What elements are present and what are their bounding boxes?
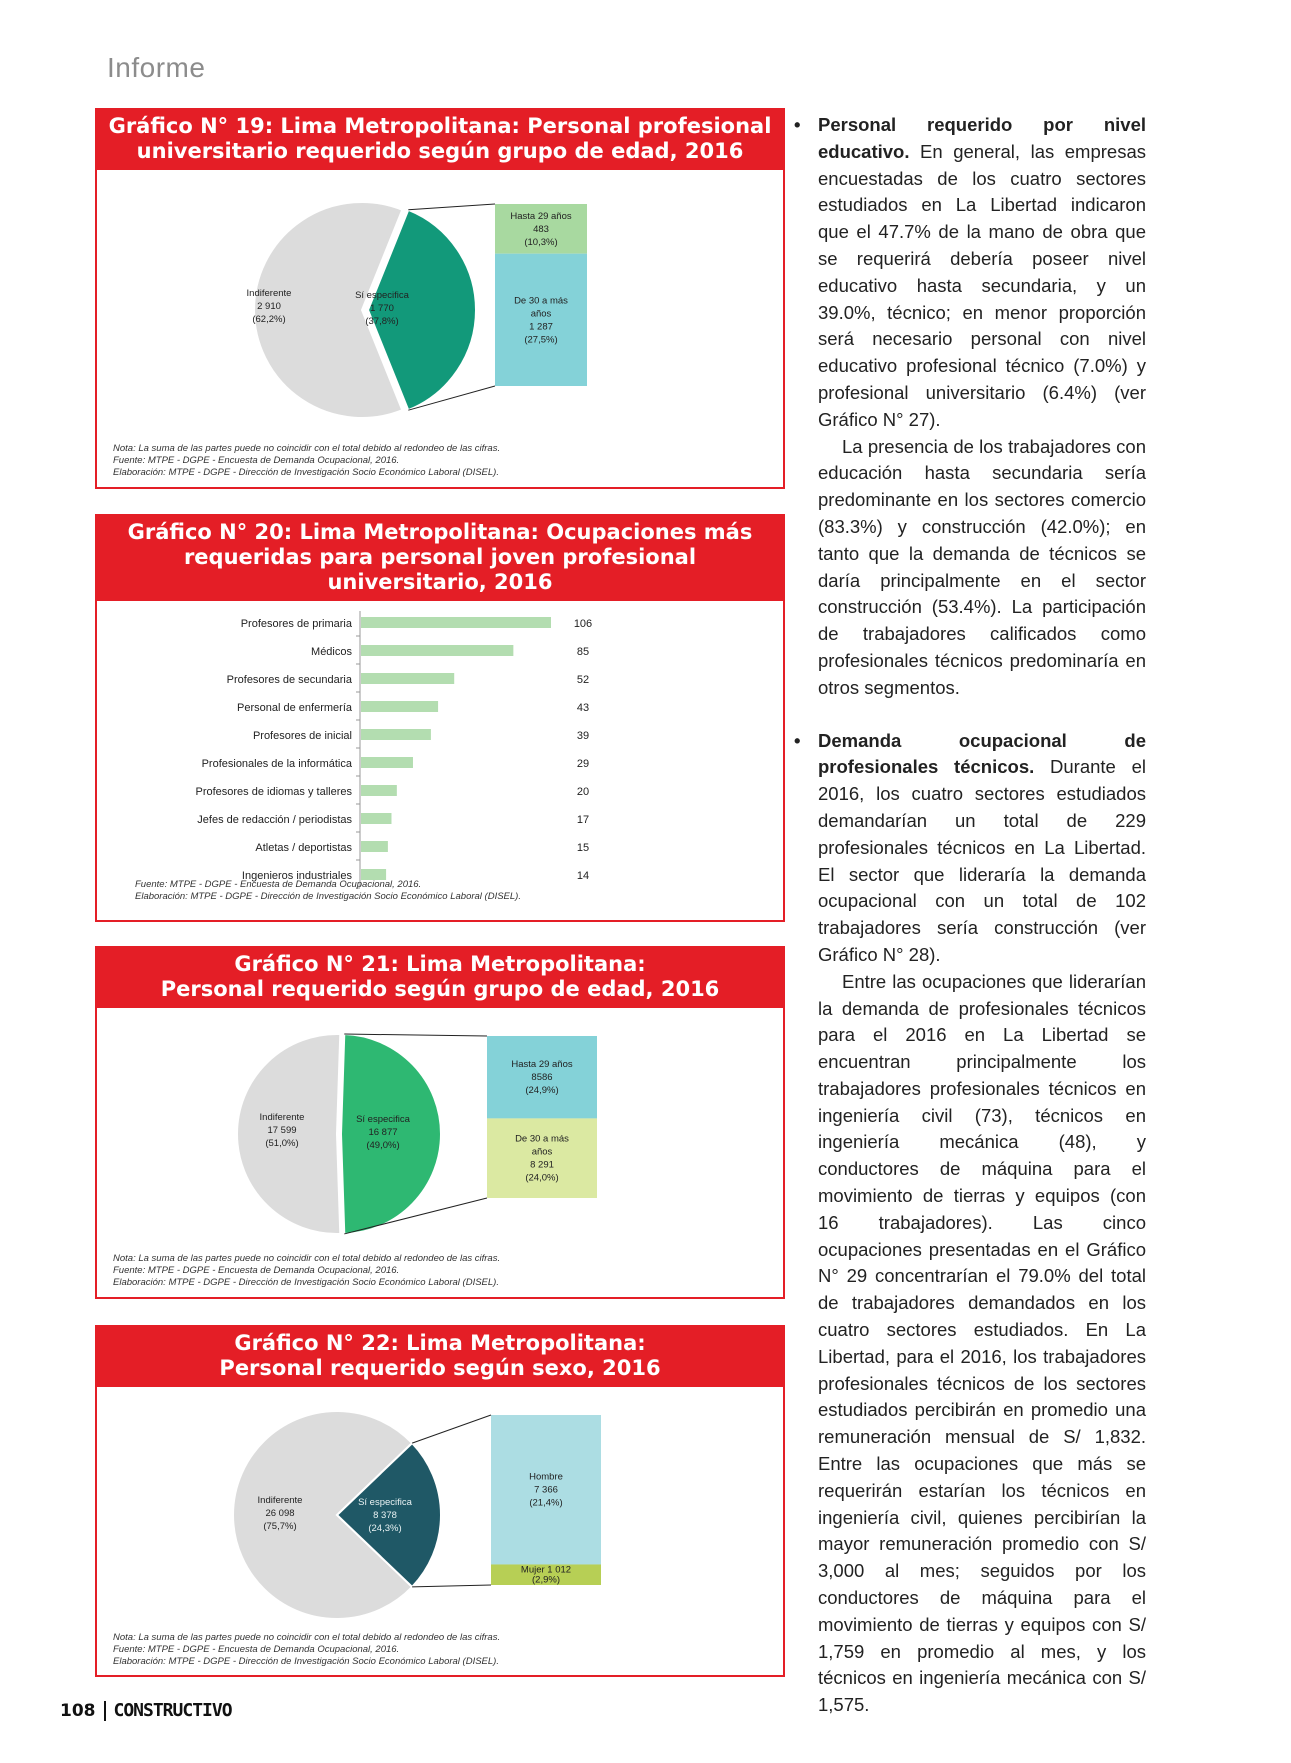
bar-category-label: Profesores de idiomas y talleres xyxy=(195,786,352,798)
bar-7 xyxy=(361,785,397,796)
breakdown-label-2: Mujer 1 012 (2,9%) xyxy=(520,1564,572,1586)
chart-title: Gráfico N° 20: Lima Metropolitana: Ocupaciones más requeridas para personal joven profesional universitario, 2016 xyxy=(97,516,783,601)
horizontal-bar-chart xyxy=(97,601,783,911)
pie-label-si-especifica: Sí especifica 1 770 (37,8%) xyxy=(355,290,409,327)
connector-line-top xyxy=(344,1034,487,1036)
bar-category-label: Atletas / deportistas xyxy=(255,842,352,854)
bar-value-label: 106 xyxy=(573,618,593,630)
connector-line-bottom xyxy=(412,1585,491,1587)
pie-breakdown-chart xyxy=(97,1387,783,1637)
chart-21 xyxy=(95,946,785,1299)
chart-title: Gráfico N° 21: Lima Metropolitana: Personal requerido según grupo de edad, 2016 xyxy=(97,948,783,1008)
breakdown-segment-2 xyxy=(495,254,587,386)
bar-category-label: Ingenieros industriales xyxy=(241,870,352,882)
bullet-icon: • xyxy=(794,114,801,135)
breakdown-label-2: De 30 a más años 1 287 (27,5%) xyxy=(514,295,568,346)
page-number: 108 xyxy=(60,1701,96,1721)
bar-category-label: Profesionales de la informática xyxy=(201,758,352,770)
breakdown-label-1: Hombre 7 366 (21,4%) xyxy=(529,1471,563,1509)
chart-20 xyxy=(95,514,785,922)
pie-label-indiferente: Indiferente 2 910 (62,2%) xyxy=(246,288,292,325)
bar-8 xyxy=(361,813,391,824)
bar-category-label: Profesores de primaria xyxy=(240,618,352,630)
brand-logo: CONSTRUCTIVO xyxy=(113,1700,232,1721)
article-body xyxy=(794,112,1146,1719)
chart-notes: Nota: La suma de las partes puede no coincidir con el total debido al redondeo de las cifras. Fuente: MTPE - DGPE - Encuesta de Demanda Ocupacional, 2016. Elaboración: MTPE - DGPE - Dirección de Investigación Socio Económico Laboral (DISEL). xyxy=(113,443,501,478)
breakdown-segment-2 xyxy=(487,1118,597,1198)
bar-1 xyxy=(361,617,551,628)
chart-notes: Fuente: MTPE - DGPE - Encuesta de Demanda Ocupacional, 2016. Elaboración: MTPE - DGPE - Dirección de Investigación Socio Económico Laboral (DISEL). xyxy=(135,879,521,902)
bar-value-label: 39 xyxy=(576,730,590,742)
pie-label-si-especifica: Sí especifica 16 877 (49,0%) xyxy=(356,1114,410,1151)
bar-category-label: Personal de enfermería xyxy=(237,702,352,714)
bar-5 xyxy=(361,729,431,740)
pie-breakdown-chart xyxy=(97,1008,783,1258)
paragraph-occupations: Entre las ocupaciones que liderarían la demanda de profesionales técnicos para el 2016 en La Libertad se encuentran principalmente los trabajadores profesionales técnicos en ingeniería civil (73), técnicos en ingeniería mecánica (48), y conductores de máquina para el movimiento de tierras y equipos (con 16 trabajadores). Las cinco ocupaciones presentadas en el Gráfico N° 29 concentrarían el 79.0% del total de trabajadores demandados en los cuatro sectores estudiados. En La Libertad, para el 2016, los trabajadores profesionales técnicos de los sectores estudiados percibirán en promedio una remuneración mensual de S/ 1,832. Entre las ocupaciones que más se requerirán estarían los técnicos en ingeniería civil, quienes percibirían la mayor remuneración promedio con S/ 3,000 al mes; seguidos por los conductores de máquina para el movimiento de tierras y equipos con S/ 1,759 en promedio al mes, y los técnicos en ingeniería mecánica con S/ 1,575. xyxy=(818,970,1146,1716)
bar-value-label: 43 xyxy=(576,702,590,714)
paragraph-education-level: • Personal requerido por nivel educativo. En general, las empresas encuestadas de los cuatro sectores estudiados en La Libertad indicaron que el 47.7% de la mano de obra que se requerirá debería poseer nivel educativo hasta secundaria, y un 39.0%, técnico; en menor proporción será necesario personal con nivel educativo profesional técnico (7.0%) y profesional universitario (6.4%) (ver Gráfico N° 27). xyxy=(794,114,1146,430)
bullet-icon: • xyxy=(794,729,801,751)
chart-22 xyxy=(95,1325,785,1677)
chart-19 xyxy=(95,108,785,489)
bar-value-label: 52 xyxy=(576,674,590,686)
pie-label-indiferente: Indiferente 26 098 (75,7%) xyxy=(257,1495,303,1532)
pie-breakdown-chart xyxy=(97,170,783,440)
bar-3 xyxy=(361,673,454,684)
page-footer xyxy=(60,1700,232,1721)
pie-label-si-especifica: Sí especifica 8 378 (24,3%) xyxy=(358,1497,412,1534)
bar-category-label: Profesores de secundaria xyxy=(226,674,352,686)
chart-notes: Nota: La suma de las partes puede no coincidir con el total debido al redondeo de las cifras. Fuente: MTPE - DGPE - Encuesta de Demanda Ocupacional, 2016. Elaboración: MTPE - DGPE - Dirección de Investigación Socio Económico Laboral (DISEL). xyxy=(113,1632,501,1667)
breakdown-label-2: De 30 a más años 8 291 (24,0%) xyxy=(515,1133,569,1184)
bar-value-label: 29 xyxy=(576,758,590,770)
breakdown-label-1: Hasta 29 años 8586 (24,9%) xyxy=(511,1059,573,1097)
bar-value-label: 20 xyxy=(576,786,590,798)
bar-category-label: Jefes de redacción / periodistas xyxy=(197,814,352,826)
bar-value-label: 14 xyxy=(576,870,590,882)
chart-title: Gráfico N° 22: Lima Metropolitana: Personal requerido según sexo, 2016 xyxy=(97,1327,783,1387)
bar-9 xyxy=(361,841,388,852)
chart-title: Gráfico N° 19: Lima Metropolitana: Personal profesional universitario requerido según grupo de edad, 2016 xyxy=(97,110,783,170)
bar-value-label: 15 xyxy=(576,842,590,854)
connector-line-top xyxy=(412,1415,491,1443)
bar-value-label: 85 xyxy=(576,646,590,658)
paragraph-technical-demand: • Demanda ocupacional de profesionales técnicos. Durante el 2016, los cuatro sectores estudiados demandarían un total de 229 profesionales técnicos en La Libertad. El sector que lideraría la demanda ocupacional con un total de 102 trabajadores sería construcción (ver Gráfico N° 28). xyxy=(794,729,1146,965)
section-header: Informe xyxy=(107,52,206,83)
paragraph-secondary-presence: La presencia de los trabajadores con educación hasta secundaria sería predominante en los sectores comercio (83.3%) y construcción (42.0%); en tanto que la demanda de técnicos se daría principalmente en el sector construcción (53.4%). La participación de trabajadores calificados como profesionales técnicos predominaría en otros segmentos. xyxy=(818,435,1146,698)
bar-6 xyxy=(361,757,413,768)
pie-label-indiferente: Indiferente 17 599 (51,0%) xyxy=(259,1112,305,1149)
bar-4 xyxy=(361,701,438,712)
chart-notes: Nota: La suma de las partes puede no coincidir con el total debido al redondeo de las cifras. Fuente: MTPE - DGPE - Encuesta de Demanda Ocupacional, 2016. Elaboración: MTPE - DGPE - Dirección de Investigación Socio Económico Laboral (DISEL). xyxy=(113,1253,501,1288)
footer-divider xyxy=(104,1701,106,1721)
bar-2 xyxy=(361,645,513,656)
connector-line-top xyxy=(408,204,495,210)
bar-value-label: 17 xyxy=(576,814,590,826)
breakdown-label-1: Hasta 29 años 483 (10,3%) xyxy=(510,210,572,248)
bar-category-label: Médicos xyxy=(311,646,352,658)
bar-category-label: Profesores de inicial xyxy=(252,730,352,742)
